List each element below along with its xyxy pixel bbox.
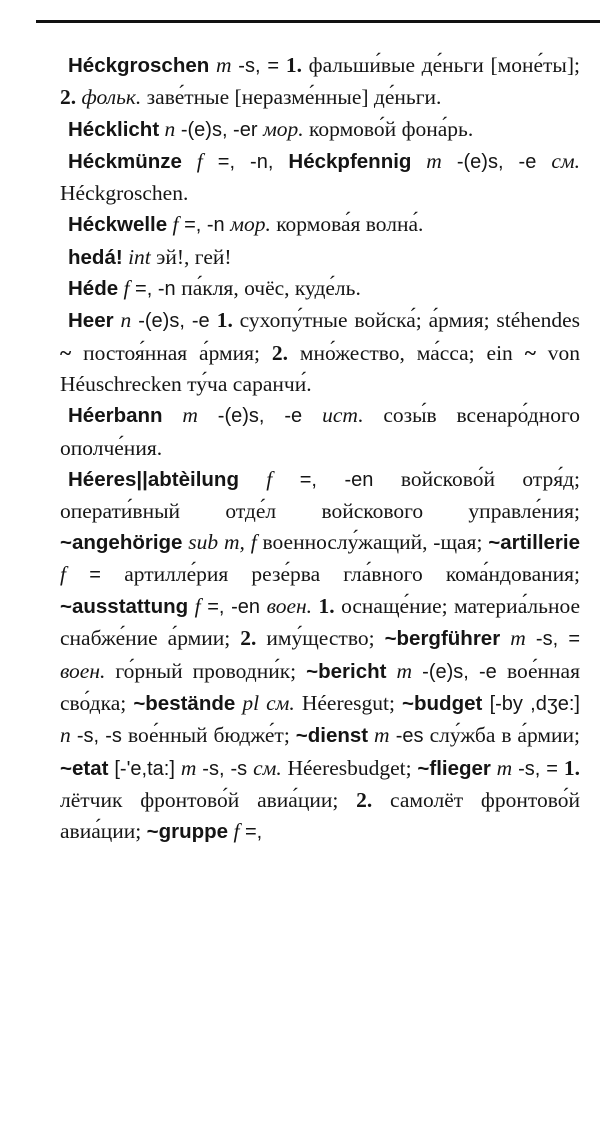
sense-number: 1. xyxy=(216,308,233,333)
sub-headword: ~artillerie xyxy=(488,531,580,555)
abbreviation-label: f xyxy=(172,212,179,237)
abbreviation-label: см. xyxy=(253,755,282,780)
grammar-info: = xyxy=(65,563,125,586)
tilde-marker: ~ xyxy=(60,340,72,365)
abbreviation-label: f xyxy=(188,594,201,619)
sub-headword: ~dienst xyxy=(295,724,369,748)
translation-text: лётчик фронтово́й авиа́ции; xyxy=(60,787,357,812)
grammar-info: =, -n xyxy=(178,214,231,237)
grammar-info: =, -n, xyxy=(202,150,289,173)
abbreviation-label: m xyxy=(180,755,197,780)
sub-headword: ~bericht xyxy=(306,659,387,683)
abbreviation-label: m xyxy=(386,658,412,683)
sub-headword: ~bestände xyxy=(133,691,236,715)
grammar-info: -s, = xyxy=(512,757,564,780)
grammar-info: -s, = xyxy=(525,628,581,651)
sub-headword: ~budget xyxy=(402,691,483,715)
translation-text: эй!, гей! xyxy=(150,244,232,269)
abbreviation-label: f xyxy=(228,819,240,844)
entry-headword: Héeres||abtèilung xyxy=(68,467,239,491)
translation-text: вое́нный бюдже́т; xyxy=(128,723,296,748)
abbreviation-label: f xyxy=(60,561,66,586)
translation-text: сухопу́тные войска́; а́рмия; stéhendes xyxy=(232,308,580,333)
grammar-info: [-'e,ta:] xyxy=(108,757,181,780)
entry-headword: hedá! xyxy=(68,245,123,269)
entry-headword: Hécklicht xyxy=(68,117,160,141)
abbreviation-label: воен. xyxy=(60,658,106,683)
abbreviation-label: воен. xyxy=(266,594,313,619)
abbreviation-label: см. xyxy=(551,148,580,173)
abbreviation-label: m xyxy=(500,626,526,651)
dictionary-entry xyxy=(60,273,580,305)
translation-text: артилле́рия резе́рва гла́вного кома́ндования; xyxy=(124,561,580,586)
grammar-info: -(e)s, -e xyxy=(441,150,552,173)
dictionary-entry xyxy=(60,400,580,464)
grammar-info: -(e)s, -e xyxy=(412,660,507,683)
sense-number: 2. xyxy=(356,787,373,812)
tilde-marker: ~ xyxy=(524,340,536,365)
dictionary-entry xyxy=(60,242,580,273)
sub-headword: ~angehörige xyxy=(60,531,183,555)
sense-number: 1. xyxy=(312,594,335,619)
entry-headword: Héckwelle xyxy=(68,213,168,237)
translation-text: фальши́вые де́ньги [моне́ты]; xyxy=(301,53,580,77)
abbreviation-label: f xyxy=(123,276,130,301)
sub-headword: ~ausstattung xyxy=(60,595,189,619)
grammar-info: -s, -s xyxy=(196,757,254,780)
dictionary-entry xyxy=(60,464,580,849)
grammar-info: -s, = xyxy=(231,55,286,77)
translation-text: оснаще́ние; материа́льное снабже́ние а́рмии; xyxy=(60,594,581,651)
abbreviation-label: n xyxy=(60,723,71,748)
abbreviation-label: n xyxy=(164,116,176,141)
translation-text: войсково́й отря́д; операти́вный отде́л войскового управле́ния; xyxy=(60,466,581,524)
abbreviation-label: m xyxy=(490,755,513,780)
translation-text: мно́жество, ма́сса; ein xyxy=(288,340,525,365)
abbreviation-label: n xyxy=(120,308,132,333)
top-rule xyxy=(36,20,600,23)
abbreviation-label: мор. xyxy=(230,212,271,237)
sub-headword: ~bergführer xyxy=(384,627,501,651)
translation-text: постоя́нная а́рмия; xyxy=(71,340,272,365)
grammar-info: -(e)s, -e xyxy=(197,405,323,428)
dictionary-entry xyxy=(60,114,580,146)
sub-headword: ~flieger xyxy=(417,756,491,780)
translation-text: Héeresgut; xyxy=(294,690,403,715)
translation-text: самолёт фронтово́й авиа́ции; xyxy=(60,787,580,844)
abbreviation-label: pl см. xyxy=(235,690,295,715)
translation-text: па́кля, очёс, куде́ль. xyxy=(181,276,361,301)
grammar-info: [-by ,dʒe:] xyxy=(482,692,580,715)
translation-text: von Héuschrecken ту́ча саранчи́. xyxy=(60,340,580,396)
abbreviation-label: ист. xyxy=(322,403,364,428)
entry-headword: Héerbann xyxy=(68,404,163,428)
grammar-info: -es xyxy=(389,725,430,748)
grammar-info: -(e)s, -er xyxy=(175,118,264,141)
sense-number: 1. xyxy=(563,755,581,780)
abbreviation-label: m xyxy=(368,723,390,748)
grammar-info: -s, -s xyxy=(70,725,128,748)
sense-number: 2. xyxy=(240,626,257,651)
grammar-info: =, -n xyxy=(129,278,182,301)
translation-text: го́рный проводни́к; xyxy=(105,658,307,683)
grammar-info: =, -en xyxy=(272,468,401,491)
entry-headword: Héckgroschen xyxy=(68,54,210,77)
entry-headword: Héckpfennig xyxy=(288,149,412,173)
abbreviation-label: int xyxy=(128,244,151,269)
abbreviation-label: f xyxy=(266,466,273,491)
translation-text: слу́жба в а́рмии; xyxy=(429,723,580,748)
abbreviation-label: мор. xyxy=(263,116,304,141)
sense-number: 1. xyxy=(285,53,302,77)
dictionary-entry xyxy=(60,146,580,210)
sub-headword: ~gruppe xyxy=(146,820,229,844)
abbreviation-label: f xyxy=(196,148,203,173)
translation-text: созы́в всенаро́дного ополче́ния. xyxy=(60,403,580,460)
translation-text: кормово́й фона́рь. xyxy=(303,116,474,141)
grammar-info: =, xyxy=(239,821,263,844)
translation-text: Héckgroschen. xyxy=(60,181,189,206)
entry-headword: Heer xyxy=(68,309,114,333)
translation-text: заве́тные [неразме́нные] де́ньги. xyxy=(141,85,442,110)
grammar-info: -(e)s, -e xyxy=(131,310,217,333)
translation-text: военнослу́жащий, -щая; xyxy=(256,530,489,555)
abbreviation-label: m xyxy=(411,148,442,173)
entry-headword: Héde xyxy=(68,277,119,301)
abbreviation-label: sub m, f xyxy=(182,530,257,555)
translation-text: вое́нная сво́дка; xyxy=(60,658,580,715)
grammar-info: =, -en xyxy=(200,596,267,619)
abbreviation-label: фольк. xyxy=(76,85,142,110)
sense-number: 2. xyxy=(60,85,77,110)
abbreviation-label: m xyxy=(182,403,198,428)
dictionary-entry xyxy=(60,209,580,241)
translation-text: иму́щество; xyxy=(256,626,385,651)
dictionary-entry xyxy=(60,50,580,114)
sense-number: 2. xyxy=(271,340,288,365)
entry-headword: Héckmünze xyxy=(68,149,182,173)
dictionary-entry xyxy=(60,305,580,400)
translation-text: Héeresbudget; xyxy=(281,755,418,780)
translation-text: кормова́я волна́. xyxy=(270,212,424,237)
sub-headword: ~etat xyxy=(60,756,109,780)
dictionary-column xyxy=(60,50,580,848)
abbreviation-label: m xyxy=(215,53,232,77)
